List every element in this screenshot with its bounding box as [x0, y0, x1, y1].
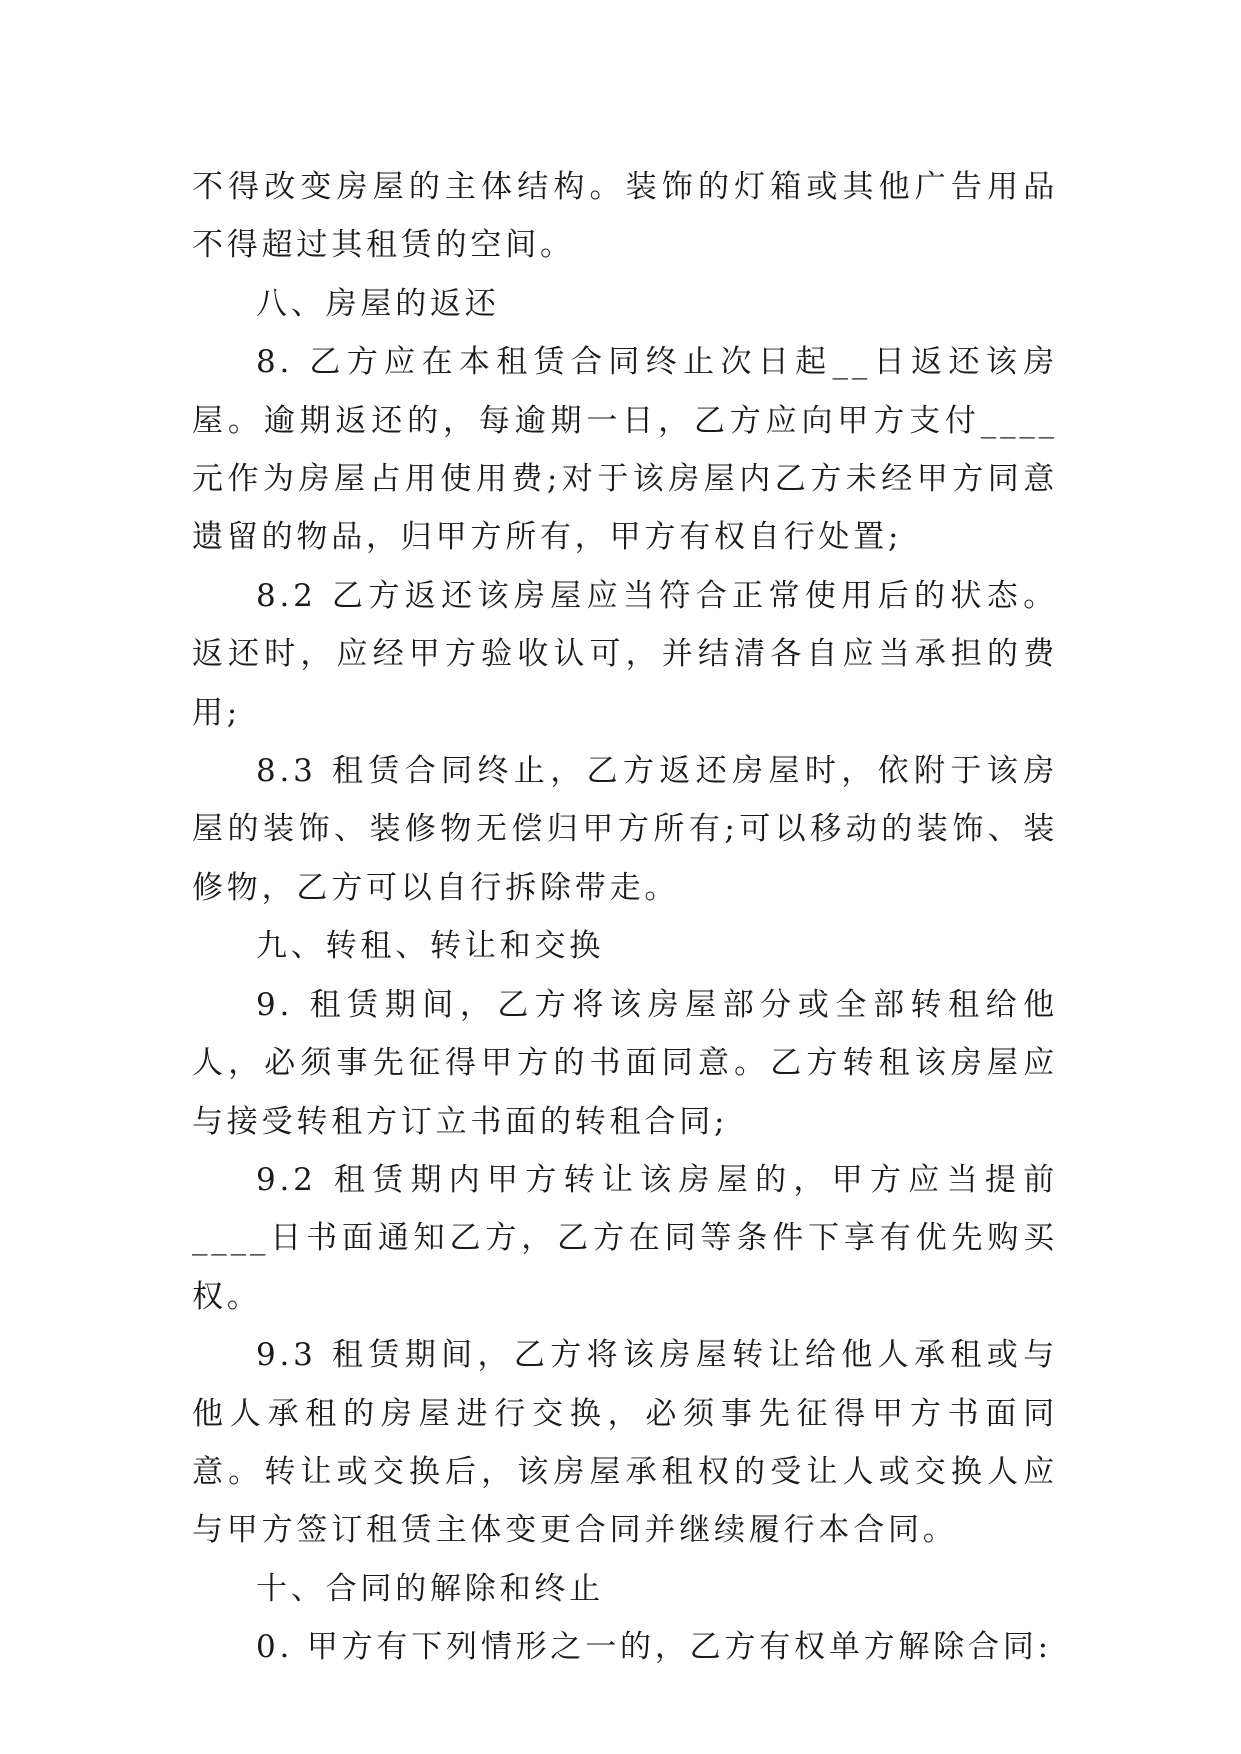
clause-8-2: 8.2 乙方返还该房屋应当符合正常使用后的状态。返还时，应经甲方验收认可，并结清各自应当承担的费用; — [192, 577, 1058, 731]
clause-8-1: 8. 乙方应在本租赁合同终止次日起__日返还该房屋。逾期返还的，每逾期一日，乙方应向甲方支付____元作为房屋占用使用费;对于该房屋内乙方未经甲方同意遗留的物品，归甲方所有，甲方有权自行处置; — [192, 344, 1058, 556]
clause-9-1: 9. 租赁期间，乙方将该房屋部分或全部转租给他人，必须事先征得甲方的书面同意。乙方转租该房屋应与接受转租方订立书面的转租合同; — [192, 986, 1058, 1140]
paragraph-continued-clause: 不得改变房屋的主体结构。装饰的灯箱或其他广告用品不得超过其租赁的空间。 — [192, 169, 1058, 264]
heading-section-10: 十、合同的解除和终止 — [256, 1570, 604, 1607]
clause-9-3: 9.3 租赁期间，乙方将该房屋转让给他人承租或与他人承租的房屋进行交换，必须事先征得甲方书面同意。转让或交换后，该房屋承租权的受让人或交换人应与甲方签订租赁主体变更合同并继续履行本合同。 — [192, 1337, 1058, 1549]
heading-section-9: 九、转租、转让和交换 — [256, 928, 604, 965]
clause-8-3: 8.3 租赁合同终止，乙方返还房屋时，依附于该房屋的装饰、装修物无偿归甲方所有;可以移动的装饰、装修物，乙方可以自行拆除带走。 — [192, 753, 1058, 906]
heading-section-8: 八、房屋的返还 — [256, 285, 500, 322]
document-body — [192, 158, 1058, 1677]
clause-9-2: 9.2 租赁期内甲方转让该房屋的，甲方应当提前____日书面通知乙方，乙方在同等条件下享有优先购买权。 — [192, 1161, 1058, 1315]
clause-10-0: 0. 甲方有下列情形之一的，乙方有权单方解除合同: — [256, 1629, 1052, 1666]
